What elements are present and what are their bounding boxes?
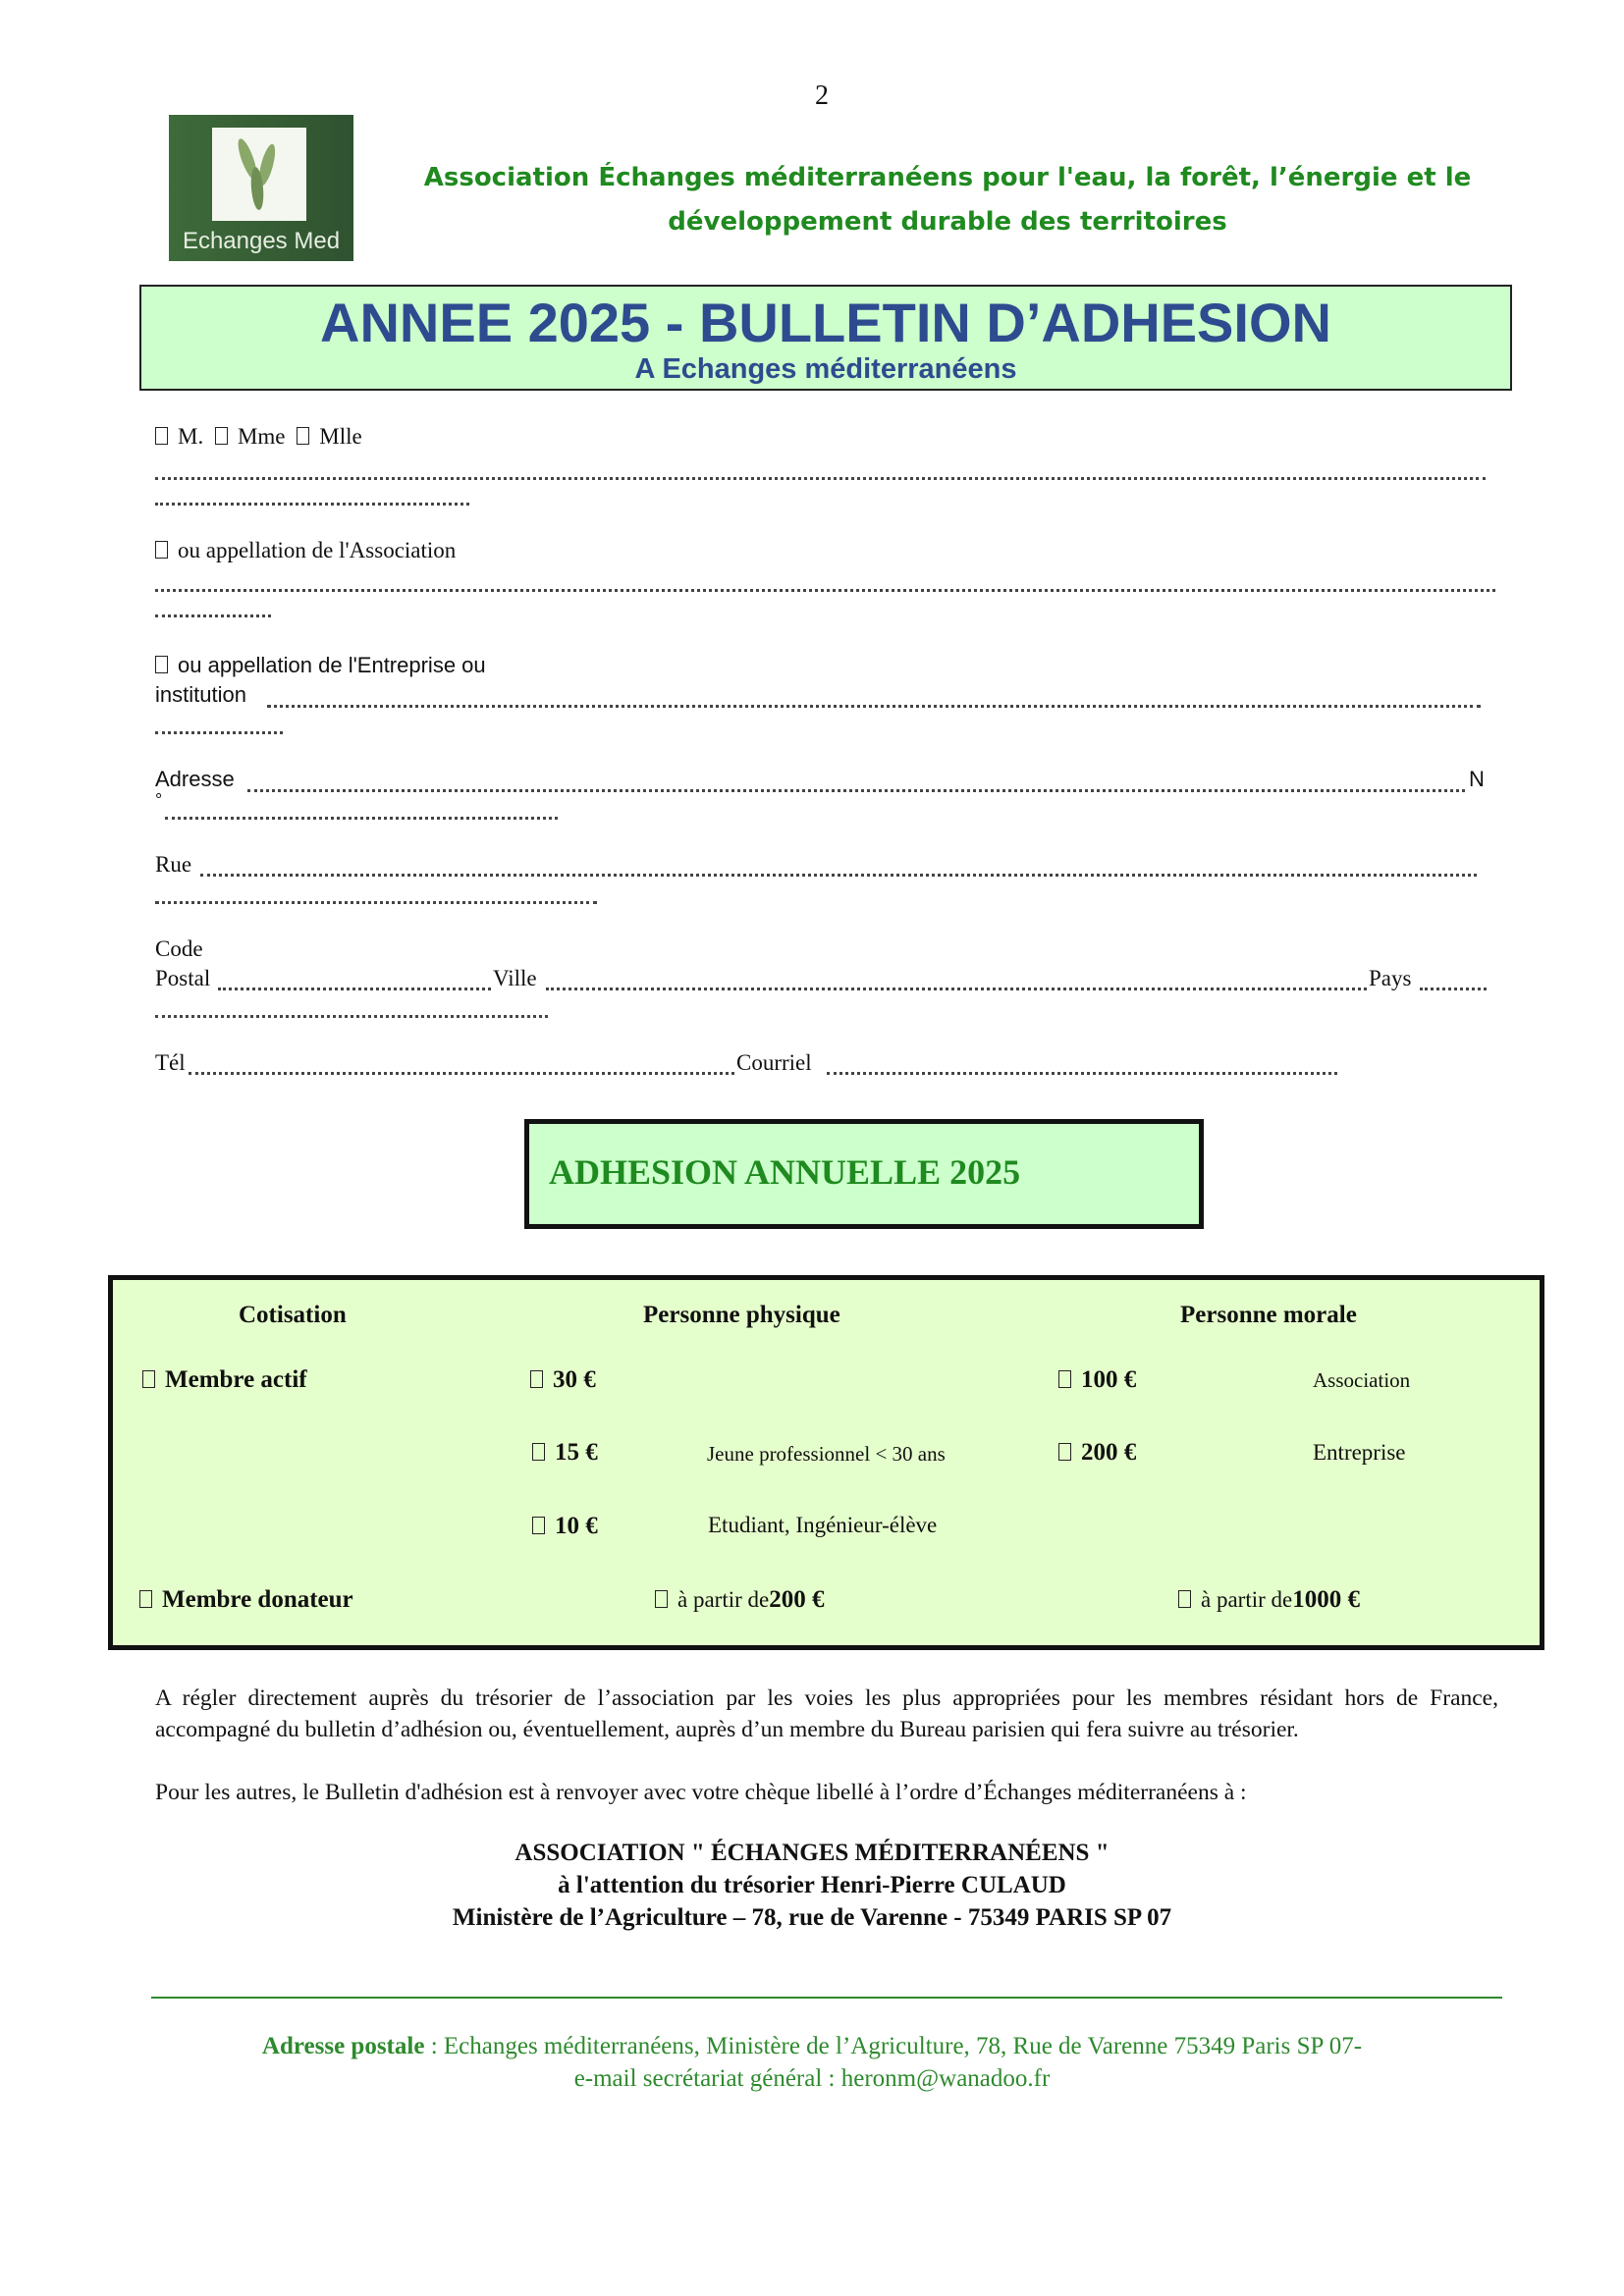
checkbox-icon[interactable] — [532, 1517, 545, 1534]
membre-actif-label: Membre actif — [165, 1366, 307, 1393]
entreprise-label: ou appellation de l'Entreprise ou — [178, 653, 486, 677]
tel-field[interactable] — [189, 1072, 734, 1075]
pays-field[interactable] — [1420, 988, 1487, 990]
pays-field-cont[interactable] — [155, 1015, 548, 1018]
civility-row — [155, 424, 362, 450]
olive-branch-icon — [212, 128, 306, 221]
checkbox-icon[interactable] — [530, 1370, 543, 1388]
logo-caption: Echanges Med — [182, 228, 341, 254]
donateur-morale[interactable] — [1178, 1586, 1360, 1614]
checkbox-mlle[interactable] — [297, 427, 309, 445]
footer-address: : Echanges méditerranéens, Ministère de l’Agriculture, 78, Rue de Varenne 75349 Paris SP 07- — [424, 2033, 1363, 2059]
association-field[interactable] — [155, 589, 1495, 592]
amount: 200 € — [1081, 1439, 1137, 1466]
cotisation-table — [108, 1275, 1544, 1650]
address-line-3: Ministère de l’Agriculture – 78, rue de Varenne - 75349 PARIS SP 07 — [452, 1904, 1172, 1931]
association-label: ou appellation de l'Association — [178, 538, 457, 562]
membre-donateur[interactable] — [139, 1586, 353, 1614]
adhesion-title: ADHESION ANNUELLE 2025 — [549, 1152, 1021, 1192]
header-personne-physique: Personne physique — [643, 1302, 840, 1328]
rue-field[interactable] — [200, 874, 1477, 877]
association-row — [155, 538, 456, 563]
ville-field[interactable] — [546, 988, 1367, 990]
association-field-cont[interactable] — [155, 614, 271, 617]
address-line-2: à l'attention du trésorier Henri-Pierre CULAUD — [558, 1872, 1066, 1898]
pays-label: Pays — [1369, 966, 1412, 990]
checkbox-icon[interactable] — [532, 1443, 545, 1461]
note-entreprise: Entreprise — [1313, 1440, 1406, 1465]
checkbox-association[interactable] — [155, 541, 168, 559]
prefix: à partir de — [1201, 1587, 1293, 1612]
amount: 15 € — [555, 1439, 598, 1466]
footer-label: Adresse postale — [261, 2033, 425, 2059]
entreprise-field-cont[interactable] — [155, 731, 283, 734]
amount: 100 € — [1081, 1366, 1137, 1393]
association-name-line2: développement durable des territoires — [668, 207, 1227, 237]
name-field-cont[interactable] — [155, 503, 469, 506]
checkbox-icon[interactable] — [139, 1590, 152, 1608]
echanges-med-logo — [169, 115, 353, 261]
option-physique-15[interactable] — [532, 1439, 598, 1467]
note-jeune-pro: Jeune professionnel < 30 ans — [707, 1442, 946, 1466]
numero-field[interactable] — [165, 817, 558, 820]
label-m: M. — [178, 424, 204, 449]
amount: 10 € — [555, 1513, 598, 1539]
postal-label: Postal — [155, 966, 211, 990]
footer-divider — [151, 1997, 1502, 1999]
checkbox-icon[interactable] — [1058, 1443, 1071, 1461]
title-box — [139, 285, 1512, 391]
courriel-field[interactable] — [827, 1072, 1337, 1075]
address-line-1: ASSOCIATION " ÉCHANGES MÉDITERRANÉENS " — [514, 1840, 1110, 1866]
checkbox-m[interactable] — [155, 427, 168, 445]
name-field[interactable] — [155, 477, 1486, 480]
label-mme: Mme — [237, 424, 286, 449]
option-physique-10[interactable] — [532, 1513, 598, 1540]
checkbox-icon[interactable] — [1058, 1370, 1071, 1388]
checkbox-icon[interactable] — [655, 1590, 668, 1608]
checkbox-mme[interactable] — [215, 427, 228, 445]
option-morale-200[interactable] — [1058, 1439, 1136, 1467]
footer-email: e-mail secrétariat général : heronm@wanadoo.fr — [573, 2065, 1051, 2092]
association-name-line1: Association Échanges méditerranéens pour l'eau, la forêt, l’énergie et le — [423, 163, 1472, 192]
prefix: à partir de — [677, 1587, 770, 1612]
page-number: 2 — [815, 80, 829, 111]
page-title: ANNEE 2025 - BULLETIN D’ADHESION — [320, 292, 1331, 353]
amount: 30 € — [553, 1366, 596, 1393]
checkbox-icon[interactable] — [1178, 1590, 1191, 1608]
payment-instructions: A régler directement auprès du trésorier de l’association par les voies les plus appropriées pour les membres résidant hors de France, accompagné du bulletin d’adhésion ou, éventuellement, auprès d’un membre du Bureau parisien qui fera suivre au trésorier. — [155, 1685, 1498, 1742]
page-subtitle: A Echanges méditerranéens — [634, 353, 1017, 385]
option-morale-100[interactable] — [1058, 1366, 1136, 1394]
ville-label: Ville — [493, 966, 537, 990]
note-etudiant: Etudiant, Ingénieur-élève — [708, 1513, 938, 1537]
footer-line-1 — [0, 2033, 1624, 2060]
header-personne-morale: Personne morale — [1180, 1302, 1357, 1328]
tel-label: Tél — [155, 1050, 186, 1075]
membre-actif[interactable] — [142, 1366, 307, 1394]
header-cotisation: Cotisation — [239, 1302, 347, 1328]
rue-field-cont[interactable] — [155, 901, 597, 904]
amount: 1000 € — [1292, 1586, 1360, 1613]
courriel-label: Courriel — [736, 1050, 812, 1075]
code-postal-field[interactable] — [218, 988, 491, 990]
entreprise-row — [155, 653, 486, 678]
institution-label: institution — [155, 682, 246, 707]
numero-label: N — [1469, 767, 1485, 791]
label-mlle: Mlle — [319, 424, 362, 449]
adresse-label: Adresse — [155, 767, 235, 791]
numero-degree: ° — [155, 790, 163, 810]
adresse-field[interactable] — [247, 789, 1465, 792]
entreprise-field[interactable] — [267, 705, 1481, 708]
membre-donateur-label: Membre donateur — [162, 1586, 353, 1613]
checkbox-entreprise[interactable] — [155, 656, 168, 673]
code-label: Code — [155, 936, 203, 961]
option-physique-30[interactable] — [530, 1366, 596, 1394]
donateur-physique[interactable] — [655, 1586, 824, 1614]
checkbox-icon[interactable] — [142, 1370, 155, 1388]
mailing-instructions: Pour les autres, le Bulletin d'adhésion est à renvoyer avec votre chèque libellé à l’ordre d’Échanges méditerranéens à : — [155, 1780, 1247, 1805]
note-association: Association — [1313, 1368, 1411, 1392]
amount: 200 € — [769, 1586, 825, 1613]
rue-label: Rue — [155, 852, 192, 877]
adhesion-box — [524, 1119, 1204, 1229]
